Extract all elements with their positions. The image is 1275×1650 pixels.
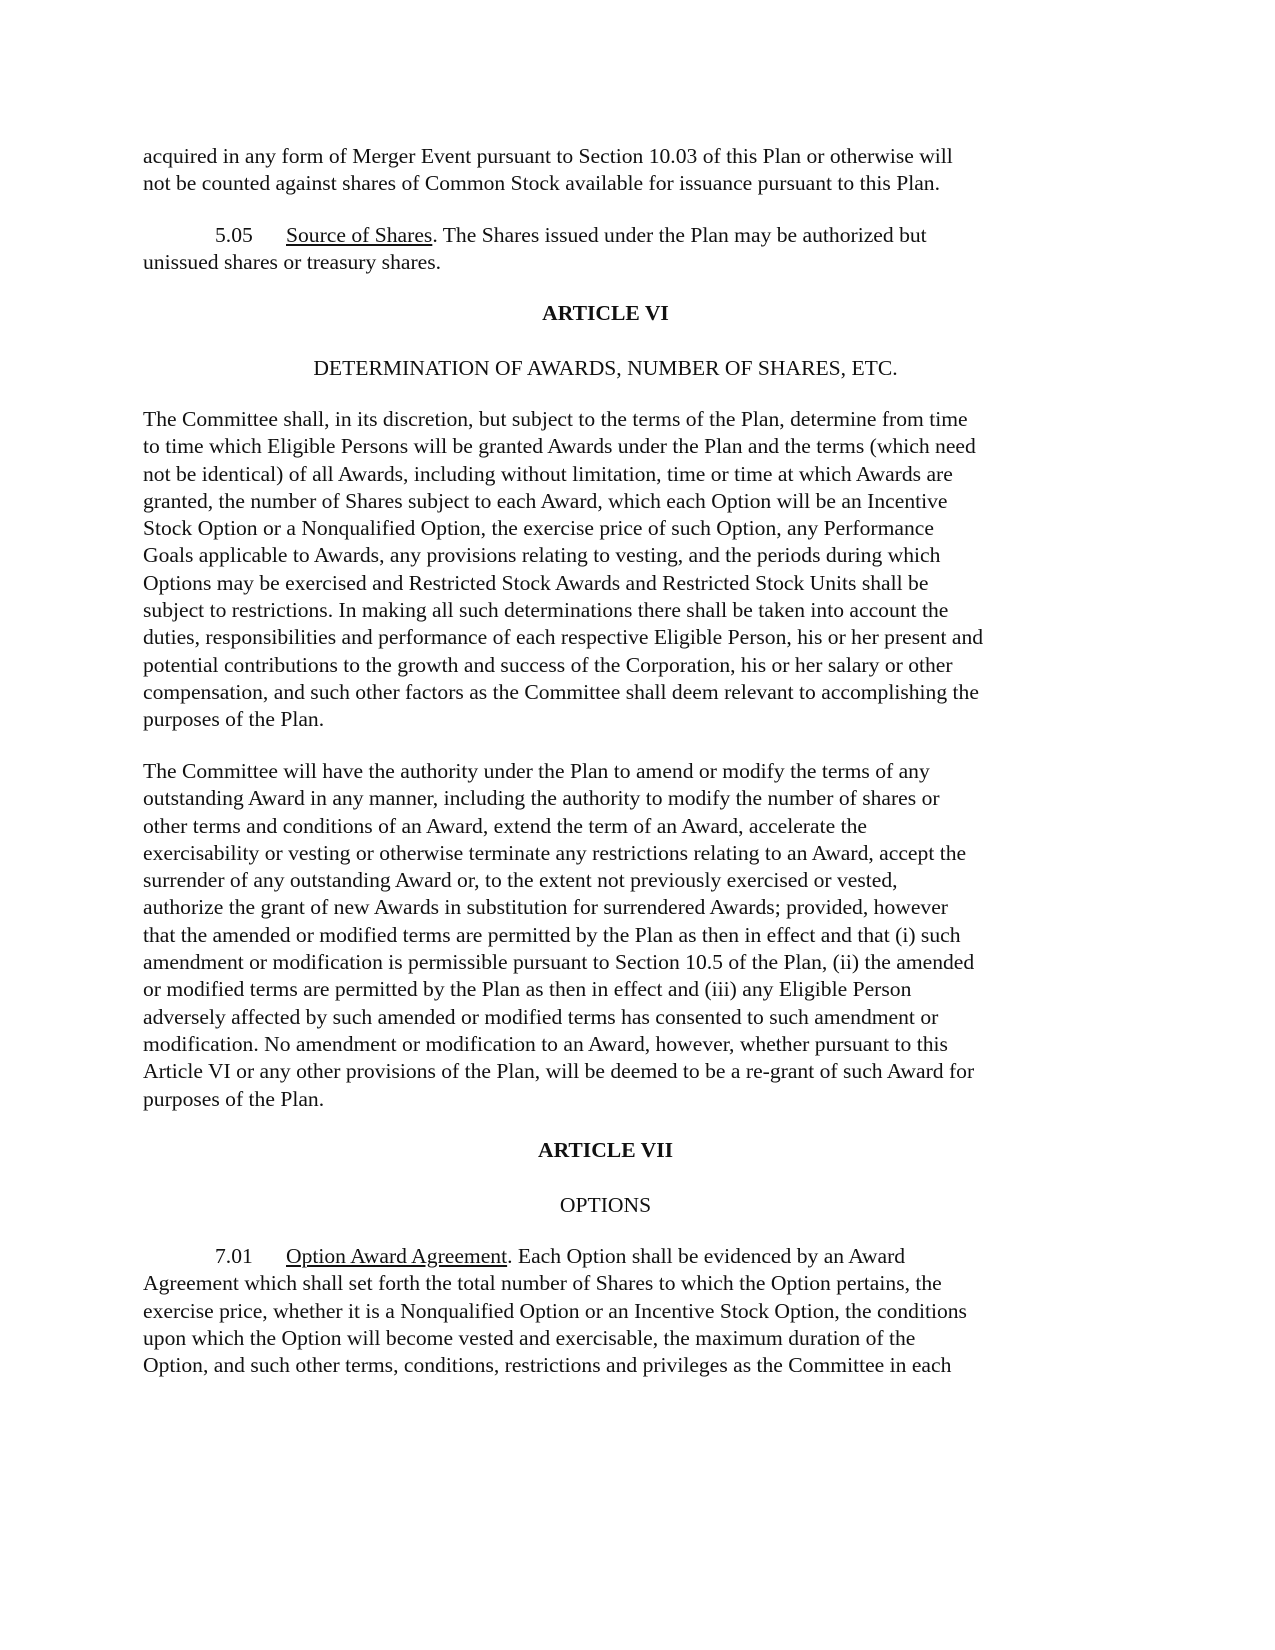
- section-5-05: [143, 222, 1083, 277]
- text-line: to time which Eligible Persons will be granted Awards under the Plan and the terms (which need: [143, 434, 976, 459]
- article-vi-paragraph-2: [143, 758, 1083, 1113]
- text-line: purposes of the Plan.: [143, 1086, 325, 1111]
- text-line: or modified terms are permitted by the Plan as then in effect and (iii) any Eligible Person: [143, 977, 912, 1002]
- text-line: upon which the Option will become vested and exercisable, the maximum duration of the: [143, 1325, 916, 1350]
- text-line: compensation, and such other factors as the Committee shall deem relevant to accomplishing the: [143, 679, 979, 704]
- text-line: that the amended or modified terms are permitted by the Plan as then in effect and that (i) such: [143, 922, 961, 947]
- section-heading: Option Award Agreement: [286, 1244, 508, 1268]
- article-vi-subtitle: DETERMINATION OF AWARDS, NUMBER OF SHARES, ETC.: [313, 356, 898, 380]
- section-heading: Source of Shares: [286, 223, 433, 247]
- article-vi-paragraph-1: [143, 406, 1083, 734]
- text-line: . Each Option shall be evidenced by an Award: [507, 1244, 906, 1268]
- text-line: amendment or modification is permissible pursuant to Section 10.5 of the Plan, (ii) the amended: [143, 950, 975, 975]
- text-line: authorize the grant of new Awards in substitution for surrendered Awards; provided, however: [143, 895, 948, 920]
- text-line: exercisability or vesting or otherwise terminate any restrictions relating to an Award, accept the: [143, 840, 967, 865]
- text-line: Article VI or any other provisions of the Plan, will be deemed to be a re-grant of such Award for: [143, 1059, 975, 1084]
- text-line: The Committee will have the authority under the Plan to amend or modify the terms of any: [143, 759, 930, 783]
- text-line: potential contributions to the growth and success of the Corporation, his or her salary or other: [143, 652, 953, 677]
- article-vi-title: ARTICLE VI: [542, 301, 669, 325]
- text-line: subject to restrictions. In making all such determinations there shall be taken into account the: [143, 598, 949, 623]
- article-vii-title: ARTICLE VII: [537, 1138, 674, 1162]
- text-line: unissued shares or treasury shares.: [143, 250, 442, 275]
- section-7-01: [143, 1243, 1083, 1379]
- text-line: not be counted against shares of Common Stock available for issuance pursuant to this Plan.: [143, 171, 941, 196]
- text-line: Goals applicable to Awards, any provisions relating to vesting, and the periods during which: [143, 543, 941, 568]
- text-line: surrender of any outstanding Award or, to the extent not previously exercised or vested,: [143, 868, 898, 893]
- text-line: exercise price, whether it is a Nonqualified Option or an Incentive Stock Option, the conditions: [143, 1298, 967, 1323]
- section-number: 5.05: [215, 223, 253, 247]
- text-line: adversely affected by such amended or modified terms has consented to such amendment or: [143, 1004, 939, 1029]
- article-vii-subtitle: OPTIONS: [559, 1193, 652, 1217]
- section-number: 7.01: [215, 1244, 253, 1268]
- text-line: other terms and conditions of an Award, extend the term of an Award, accelerate the: [143, 813, 867, 838]
- top-paragraph: [143, 143, 1083, 198]
- text-line: acquired in any form of Merger Event pursuant to Section 10.03 of this Plan or otherwise will: [143, 144, 953, 168]
- text-line: Stock Option or a Nonqualified Option, the exercise price of such Option, any Performance: [143, 516, 934, 541]
- text-line: . The Shares issued under the Plan may be authorized but: [432, 223, 927, 247]
- text-line: duties, responsibilities and performance of each respective Eligible Person, his or her present and: [143, 625, 984, 650]
- text-line: granted, the number of Shares subject to each Award, which each Option will be an Incentive: [143, 488, 948, 513]
- text-line: purposes of the Plan.: [143, 707, 325, 732]
- text-line: Agreement which shall set forth the total number of Shares to which the Option pertains, the: [143, 1271, 942, 1296]
- text-line: The Committee shall, in its discretion, but subject to the terms of the Plan, determine from time: [143, 407, 968, 431]
- text-line: outstanding Award in any manner, including the authority to modify the number of shares or: [143, 786, 940, 811]
- text-line: not be identical) of all Awards, including without limitation, time or time at which Awards are: [143, 461, 953, 486]
- text-line: Options may be exercised and Restricted Stock Awards and Restricted Stock Units shall be: [143, 570, 929, 595]
- text-line: modification. No amendment or modification to an Award, however, whether pursuant to this: [143, 1031, 948, 1056]
- text-line: Option, and such other terms, conditions, restrictions and privileges as the Committee in each: [143, 1353, 952, 1378]
